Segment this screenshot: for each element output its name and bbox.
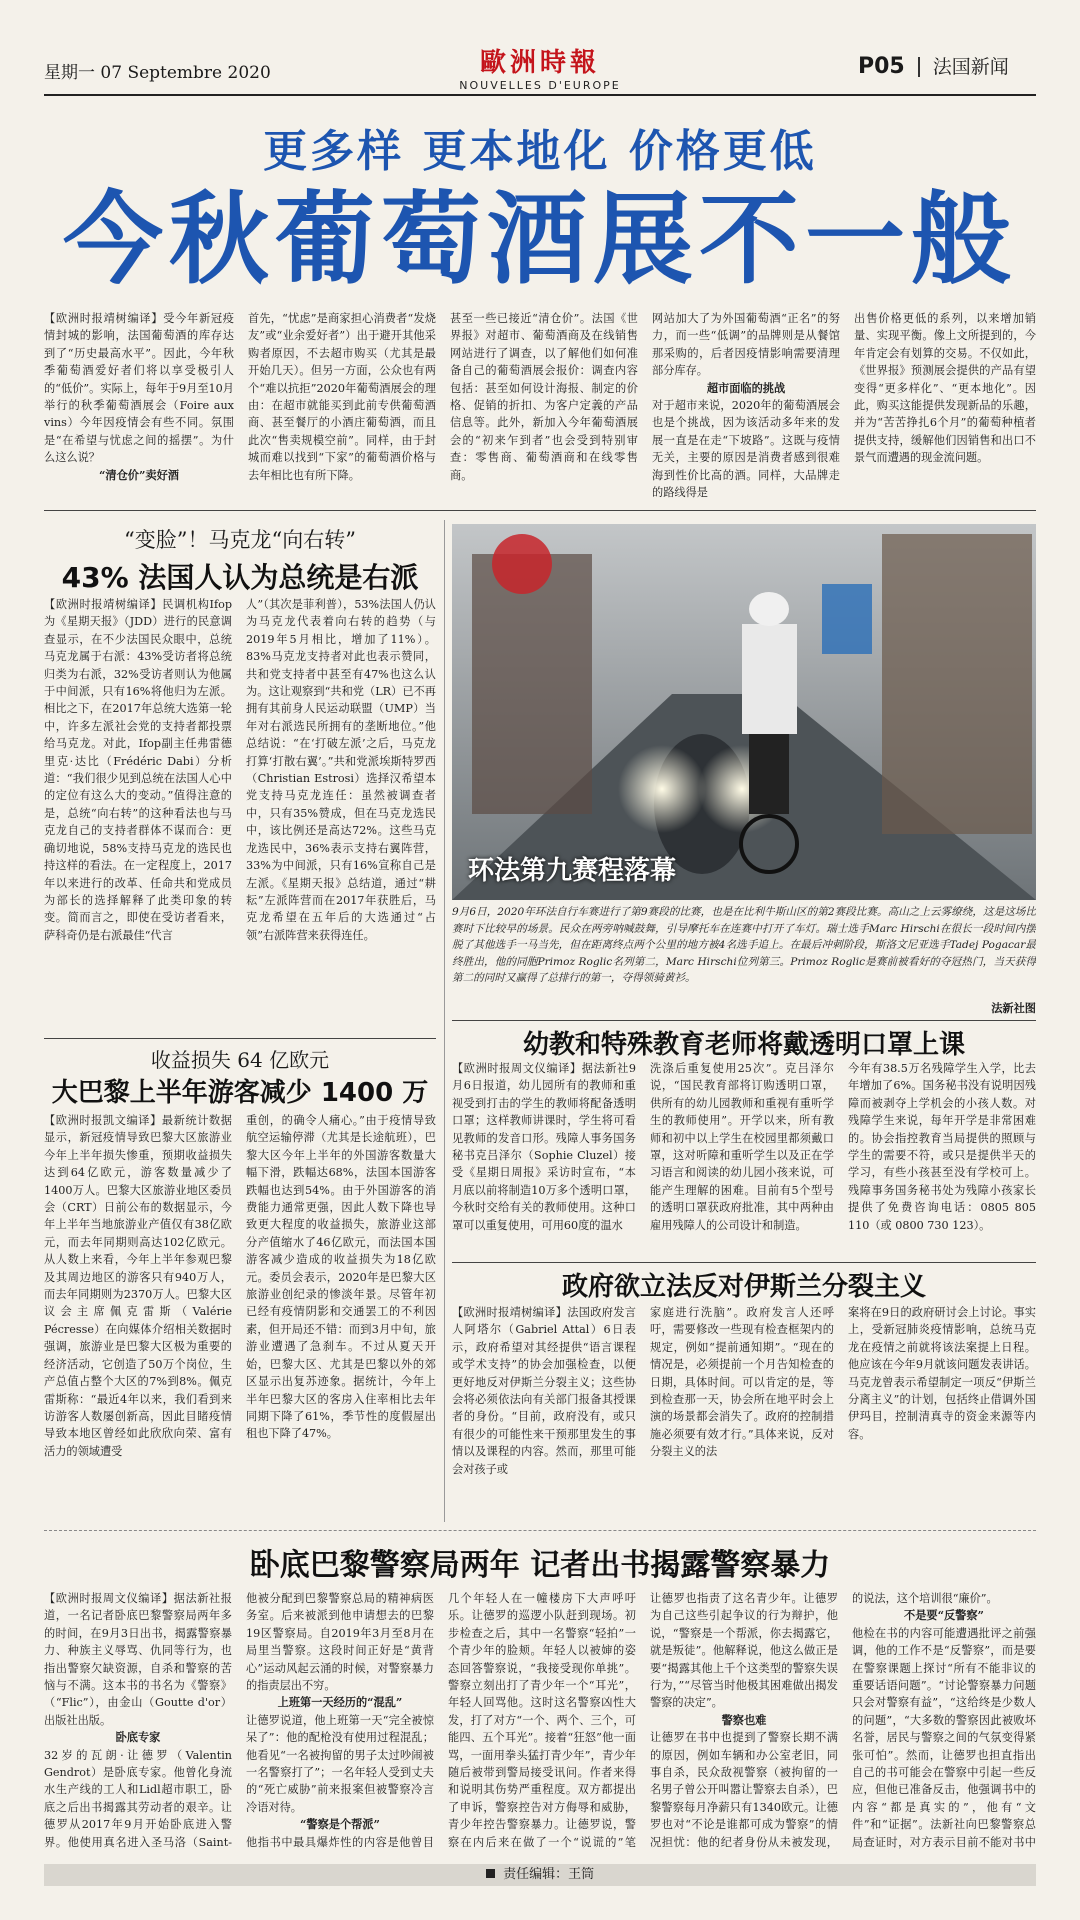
police-col-4-text-b: 让德罗在书中也提到了警察长期不满的原因，例如车辆和办公室老旧，同事自杀，民众敌视警察（被拘留的一名男子曾公开叫嚣让警察去自杀），巴黎警察每月净薪只有1340欧元。让德罗也对“不论是谁都可成为警察”的情况担忧：他的纪者身份从未被发现，: [650, 1731, 838, 1849]
macron-kicker: “变脸”！马克龙“向右转”: [124, 528, 356, 552]
separatism-col-2: [650, 1304, 834, 1522]
rule-photo: [452, 1020, 1036, 1021]
police-col-2: [246, 1590, 434, 1852]
rule-wine: [44, 510, 1036, 511]
macron-col-1: [44, 596, 232, 1036]
wine-col-3: [450, 310, 638, 505]
section-name: 法国新闻: [932, 56, 1009, 78]
macron-title: 43% 法国人认为总统是右派: [61, 561, 419, 594]
tourism-col-2-text: 重创，的确令人痛心。”由于疫情导致航空运输停滞（尤其是长途航班），巴黎大区今年上半年的外国游客数量大幅下滑，跌幅达68%，法国本国游客跌幅也达到54%。由于外国游客的消费能力通常更强，因此人数下降也导致更大程度的收益损失，旅游业这部分产值缩水了46亿欧元，而法国本国游客减少造成的收益损失为18亿欧元。委员会表示，2020年是巴黎大区旅游业创纪录的惨淡年景。尽管年初已经有疫情阴影和交通罢工的不利因素，但开局还不错：而到3月中旬，旅游业遭遇了急刹车。不过从夏天开始，巴黎大区、尤其是巴黎以外的郊区显示出复苏迹象。据统计，今年上半年巴黎大区的客房入住率相比去年同期下降了61%，季节性的度假屋出租也下降了47%。: [246, 1114, 436, 1441]
police-col-1: [44, 1590, 232, 1852]
wine-col-5: [854, 310, 1036, 505]
masks-col-3-text: 今年有38.5万名残障学生入学，比去年增加了6%。国务秘书没有说明因残障而被剥夺上学机会的小孩人数。对残障学生来说，每年开学是非常困难的。协会指控教育当局提供的照顾与学生的需要不符，或只是提供半天的学习，有些小孩甚至没有学校可上。残障事务国务秘书处为残障小孩家长提供了免费咨询电话：0805 805 110（或 0800 730 123）。: [848, 1062, 1036, 1232]
wine-subtitle: 更多样 更本地化 价格更低: [263, 126, 817, 177]
separatism-col-2-text: 家庭进行洗脑”。政府发言人还呼吁，需要修改一些现有检查框架内的规定，例如“提前通知期”。“现在的情况是，必须提前一个月告知检查的日期，具体时间。可以肯定的是，等到检查那一天，协会所在地平时会上演的场景都会消失了。政府的控制措施必须要有效才行。”具体来说，反对分裂主义的法: [650, 1306, 834, 1459]
wine-title: 今秋葡萄酒展不一般: [63, 181, 1017, 298]
wine-col-2-text: 首先，“忧虑”是商家担心消费者“发烧友”或“业余爱好者”）出于避开其他采购者原因，不去超市购买（尤其是最开始几天）。但另一方面，公众也有两个“难以抗拒”2020年葡萄酒展会的理由：在超市就能买到此前专供葡萄酒商、甚至餐厅的小酒庄葡萄酒，而且此次“售卖规模空前”。同样，由于封城而难以找到“下家”的葡萄酒价格与去年相比也有所下降。: [248, 312, 436, 482]
police-col-1-text: 【欧洲时报周文仪编译】据法新社报道，一名记者卧底巴黎警察局两年多的时间，在9月3日出书，揭露警察暴力、种族主义辱骂、仇同等行为，也指出警察欠缺资源，自杀和警察的苦恼与不满。这本书的书名为《警察》（“Flic”），由金山（Goutte d'or）出版社出版。: [44, 1592, 232, 1727]
wine-col-3-text: 甚至一些已接近“清仓价”。法国《世界报》对超市、葡萄酒商及在线销售网站进行了调查，以了解他们如何准备自己的葡萄酒展会报价：调查内容包括：甚至如何设计海报、制定的价格、促销的折扣、为客户定義的产品信息等。此外，新加入今年葡萄酒展会的“初来乍到者”也会受到特别审查：零售商、葡萄酒商和在线零售商。: [450, 312, 638, 482]
macron-col-1-text: 【欧洲时报靖树编译】民调机构Ifop为《星期天报》（JDD）进行的民意调查显示，在不少法国民众眼中，总统马克龙属于右派：43%受访者将总统归类为右派，32%受访者则认为他属于中间派，只有16%将他归为左派。相比之下，在2017年总统大选第一轮中，许多左派社会党的支持者都投票给马克龙。对此，Ifop副主任弗雷德里克·达比（Frédéric Dabi）分析道：“我们很少见到总统在法国人心中的定位有这么大的变动。”值得注意的是，总统“向右转”的这种看法也与马克龙自己的支持者群体不谋而合：更确切地说，58%支持马克龙的选民也持这样的看法。在一定程度上，2017年以来进行的改革、任命共和党成员为部长的选择解释了此类印象的转变。简而言之，即使在受访者看来，萨科奇仍是右派最佳“代言: [44, 598, 232, 942]
header-rule: [44, 94, 1036, 96]
police-title: 卧底巴黎警察局两年 记者出书揭露警察暴力: [249, 1548, 831, 1583]
police-col-5-text-b: 他检在书的内容可能遭遇批评之前强调，他的工作不是“反警察”，而是要在警察课题上探讨“所有不能非议的重要话语问题”。“讨论警察暴力问题只会对警察有益”，“这给终是少数人的问题”，“大多数的警察因此被败坏名誉，居民与警察之间的气氛变得紧张可怕”。然而，让德罗也担直指出自己的书可能会在警察中引起一些反应，但他已准备反击，他强调书中的内容“都是真实的”，他有“文件”和“证据”。法新社向巴黎警察总局查证时，对方表示目前不能对书中: [852, 1626, 1036, 1849]
tour-photo: [452, 524, 1036, 900]
masks-col-2: [650, 1060, 834, 1260]
separatism-col-3-text: 案将在9日的政府研讨会上讨论。事实上，受新冠肺炎疫情影响，总统马克龙在疫情之前就将该法案提上日程。他应该在今年9月就该问题发表讲话。马克龙曾表示希望制定一项反“伊斯兰分离主义”的计划，包括终止借调外国伊玛目，控制清真寺的资金来源等内容。: [848, 1306, 1036, 1441]
tour-caption-text: 9月6日，2020年环法自行车赛进行了第9赛段的比赛，也是在比利牛斯山区的第2赛段比赛。高山之上云雾缭绕，这是这场比赛时下比较早的场景。民众在两旁呐喊鼓舞，引导摩托车在连赛中打开了车灯。瑞士选手Marc Hirschi在很长一段时间内摆脱了其他选手一马当先，但在距离终点两个公里的地方被4名选手追上。在最后冲刺阶段，斯洛文尼亚选手Tadej Pogacar最终胜出，他的同胞Primoz Roglic名列第二，Marc Hirschi位列第三。Primoz Roglic是赛前被看好的夺冠热门，当天获得第二的同时又赢得了总排行的第一，夺得领骑黄衫。: [452, 906, 1036, 984]
tour-photo-credit: 法新社图: [991, 1001, 1036, 1015]
tourism-col-2: [246, 1112, 436, 1522]
tourism-col-1-text: 【欧洲时报凯文编译】最新统计数据显示，新冠疫情导致巴黎大区旅游业今年上半年损失惨重，预期收益损失达到64亿欧元，游客数量减少了1400万人。巴黎大区旅游业地区委员会（CRT）日前公布的数据显示，今年上半年当地旅游业产值仅有38亿欧元，而去年同期则高达102亿欧元。从人数上来看，今年上半年参观巴黎及其周边地区的游客只有940万人，而去年同期则为2370万人。巴黎大区议会主席佩克雷斯（Valérie Pécresse）在向媒体介绍相关数据时强调，旅游业是巴黎大区极为重要的经济活动，它创造了50万个岗位，生产总值占整个大区的7%到8%。佩克雷斯称：“最近4年以来，我们看到来访游客人数屡创新高，因此目睹疫情导致本地区曾经如此欣欣向荣、富有活力的领域遭受: [44, 1114, 232, 1458]
tourism-title: 大巴黎上半年游客减少 1400 万: [51, 1078, 429, 1108]
separatism-title: 政府欲立法反对伊斯兰分裂主义: [561, 1272, 926, 1302]
footer-editor: 责任编辑：王筒: [503, 1867, 595, 1882]
page-number: [858, 52, 1009, 79]
masks-col-1: [452, 1060, 636, 1260]
masks-col-3: [848, 1060, 1036, 1260]
wine-col-5-text: 出售价格更低的系列，以来增加销量、实现平衡。像上文所提到的，今年肯定会有划算的交易。不仅如此，《世界报》预测展会提供的产品有望变得“更多样化”、“更本地化”。因此，购买这能提供发现新品的乐趣，并为“苦苦挣扎6个月”的葡萄种植者提供支持，缓解他们因销售和出口不景气而遭遇的现金流问题。: [854, 312, 1036, 465]
wine-col-1: [44, 310, 234, 505]
wine-col-4-text-b: 对于超市来说，2020年的葡萄酒展会也是个挑战，因为该活动多年来的发展一直是在走“下坡路”。这既与疫情无关，主要的原因是消费者感到很难海到性价比高的酒。同样，大品牌走的路线得是: [652, 399, 840, 500]
tour-photo-image: [452, 524, 1036, 900]
header-date: 星期一 07 Septembre 2020: [44, 63, 271, 83]
police-col-5-text: 的说法，这个培训很“廉价”。: [852, 1592, 998, 1605]
police-col-4: [650, 1590, 838, 1852]
rule-masks: [452, 1262, 1036, 1263]
macron-col-2-text: 人”（其次是菲利普），53%法国人仍认为马克龙代表着向右转的趋势（与2019年5月相比，增加了11%）。83%马克龙支持者对此也表示赞同，共和党支持者中甚至有47%也这么认为。这让观察到“共和党（LR）已不再拥有其前身人民运动联盟（UMP）当年对右派选民所拥有的垄断地位。”他总结说：“在‘打破左派’之后，马克龙打算‘打散右翼’。”共和党派埃斯特罗西（Christian Estrosi）选择汉希望本党支持马克龙连任：虽然被调查者中，只有35%赞成，但在马克龙选民中，该比例还是高达72%。这些马克龙选民中，36%表示支持右翼阵营，33%为中间派，只有16%宣称自己是左派。《星期天报》总结道，通过“耕耘”左派阵营而在2017年获胜后，马克龙希望在五年后的大选通过“占领”右派阵营来获得连任。: [246, 598, 436, 942]
police-col-1-text-b: 32岁的瓦朗·让德罗（Valentin Gendrot）是卧底专家。他曾化身流水生产线的工人和Lidl超市职工，卧底之后出书揭露其劳动者的艰辛。让德罗从2017年9月开始卧底进入警界。他使用真名进入圣马洛（Saint-: [44, 1748, 232, 1849]
police-subhead-2: 上班第一天经历的“混乱”: [277, 1695, 403, 1710]
police-subhead-1: 卧底专家: [115, 1730, 161, 1745]
separatism-col-1: [452, 1304, 636, 1522]
police-col-5: [852, 1590, 1036, 1852]
wine-col-4-text: 网站加大了为外国葡萄酒“正名”的努力，而一些“低调”的品牌则是从餐馆那采购的，后者因疫情影响需要清理部分库存。: [652, 312, 840, 378]
separatism-col-1-text: 【欧洲时报靖树编译】法国政府发言人阿塔尔（Gabriel Attal）6日表示，政府希望对其经提供“语言课程或学术支持”的协会加强检查，以便更好地反对伊斯兰分裂主义；这些协会将必须依法向有关部门报备其授课者的身份。“目前，政府没有，或只有很少的可能性来干预那里发生的事情以及课程的内容。然而，那里可能会对孩子或: [452, 1306, 636, 1476]
rule-police: [44, 1530, 1036, 1531]
police-col-3-text: 几个年轻人在一幢楼房下大声呼吁乐。让德罗的巡逻小队赶到现场。初步检查之后，其中一名警察“轻拍”一个青少年的脸颊。年轻人以被婶的姿态回答警察说，“我接受现你单挑”。警察立刻出打了青少年一个“耳光”，年轻人回骂他。这时这名警察凶性大发，打了对方“一个、两个、三个，可能四、五个耳光”。接着“狂怒”他一面骂，一面用拳头猛打青少年”，青少年随后被带到警局接受讯问。作者来得和说明其伤势严重程度。双方都提出了申诉，警察控告对方侮辱和威胁，青少年控告警察暴力。让德罗说，警察在内后来在做了一个“说谎的”笔: [448, 1592, 636, 1849]
wine-col-4: [652, 310, 840, 505]
wine-col-2: [248, 310, 436, 505]
tour-caption: [452, 904, 1036, 998]
police-col-3: [448, 1590, 636, 1852]
police-subhead-3: “警察是个帮派”: [300, 1817, 380, 1832]
masthead-logo-fr: NOUVELLES D'EUROPE: [459, 79, 621, 92]
footer-bar: [44, 1864, 1036, 1886]
wine-col-1-text: 【欧洲时报靖树编译】受今年新冠疫情封城的影响，法国葡萄酒的库存达到了“历史最高水平”。因此，今年秋季葡萄酒爱好者们将以享受极引人的“低价”。实际上，每年于9月至10月举行的秋季葡萄酒展会（Foire aux vins）今年因疫情会有些不同。氛围是“在希望与忧虑之间的摇摆”。为什么这么说？: [44, 312, 234, 465]
police-subhead-5: 不是要“反警察”: [904, 1608, 984, 1623]
police-subhead-4: 警察也难: [721, 1712, 767, 1727]
page-number-text: P05: [858, 54, 905, 79]
masthead-logo: [420, 42, 660, 92]
tour-photo-overlay-title: 环法第九赛程落幕: [468, 856, 677, 886]
footer-square-icon: [486, 1869, 495, 1878]
police-col-4-text: 让德罗也指责了这名青少年。让德罗为自己这些引起争议的行为辩护，他说，“警察是一个帮派，你去揭露它，就是叛徒”。他解释说，他这么做正是要“揭露其他上千个这类型的警察失误行为，”“尽管当时他极其困难做出揭发警察的决定”。: [650, 1592, 838, 1710]
wine-subhead-1: “清仓价”卖好酒: [99, 467, 179, 482]
police-col-2-text-b: 让德罗说道，他上班第一天“完全被惊呆了”：他的配枪没有使用过程混乱；他看见“一名被拘留的男子太过吵闹被一名警察打了”；一名年轻人受到丈夫的“死亡威胁”前来报案但被警察冷言冷语对待。: [246, 1713, 434, 1814]
masthead-logo-cn: 歐洲時報: [479, 48, 600, 78]
tourism-kicker: 收益损失 64 亿欧元: [150, 1048, 330, 1072]
rule-macron: [44, 1038, 436, 1039]
vertical-divider: [444, 520, 445, 1522]
tourism-col-1: [44, 1112, 232, 1522]
macron-col-2: [246, 596, 436, 1036]
police-col-2-text-c: 他指书中最具爆炸性的内容是他曾目: [246, 1835, 434, 1849]
wine-subhead-2: 超市面临的挑战: [706, 380, 786, 395]
masks-col-2-text: 洗涤后重复使用25次”。克吕泽尔说，“国民教育部将订购透明口罩，供所有的幼儿园教师和重视有重听学生的教师使用”。开学以来，所有教师和初中以上学生在校园里都须戴口罩，这对听障和重听学生以及正在学习语言和阅读的幼儿园小孩来说，可能产生理解的困难。目前有5个型号的透明口罩获政府批准，其中两种由雇用残障人的公司设计和制造。: [650, 1062, 834, 1232]
masks-col-1-text: 【欧洲时报周文仪编译】据法新社9月6日报道，幼儿园所有的教师和重视受到打击的学生的教师将配备透明口罩；这样教师讲课时，学生将可看见教师的发音口形。残障人事务国务秘书克吕泽尔（Sophie Cluzel）接受《星期日周报》采访时宣布，“本月底以前将制造10万多个透明口罩，今秋时交给有关的教师使用。这种口罩可以重复使用，可用60度的温水: [452, 1062, 636, 1232]
separatism-col-3: [848, 1304, 1036, 1522]
police-col-2-text: 他被分配到巴黎警察总局的精神病医务室。后来被派到他申请想去的巴黎19区警察局。自2019年3月至8月在局里当警察。这段时间正好是“黄背心”运动风起云涌的时候，对警察暴力的指责层出不穷。: [246, 1592, 434, 1693]
masks-title: 幼教和特殊教育老师将戴透明口罩上课: [522, 1030, 965, 1060]
